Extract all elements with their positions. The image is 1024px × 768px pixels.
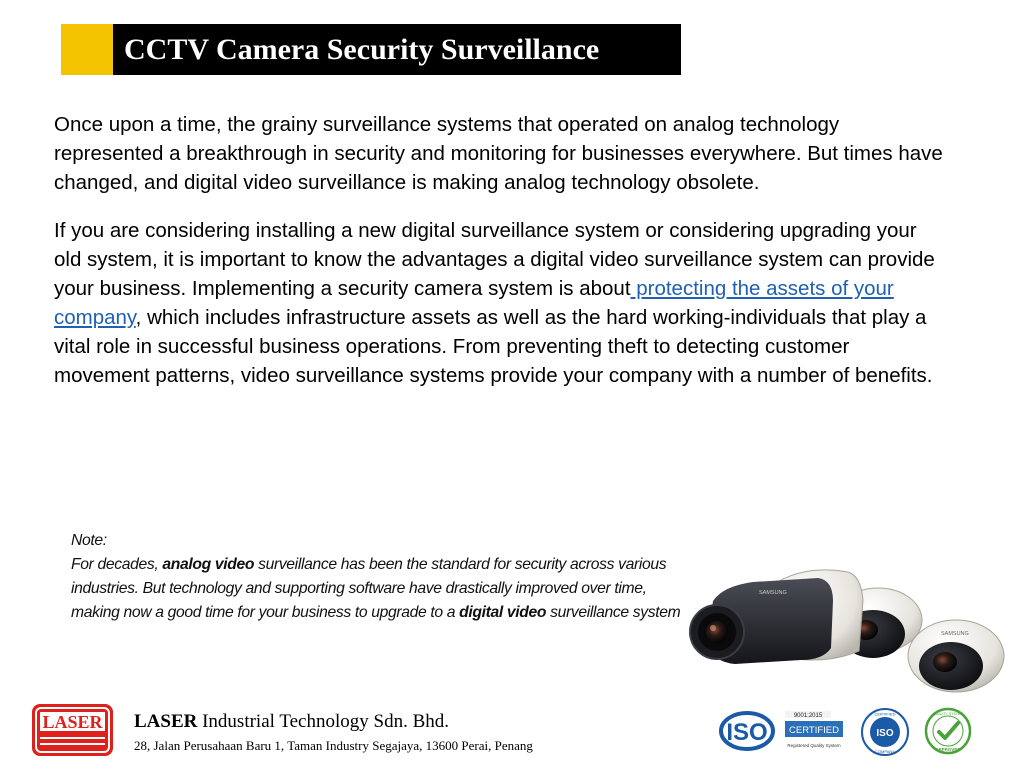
assets-link[interactable]: protecting the assets of your company [54, 277, 894, 329]
note-label: Note: [71, 532, 107, 549]
company-address: 28, Jalan Perusahaan Baru 1, Taman Industry Segajaya, 13600 Perai, Penang [134, 738, 533, 753]
logo-text: LASER [42, 712, 103, 732]
note-emphasis-digital: digital video [459, 604, 547, 621]
title-bar [113, 24, 681, 75]
note-box [71, 529, 696, 625]
iso-certified-logo [719, 707, 847, 753]
iso-standard: 9001:2015 [793, 713, 823, 719]
approved-badge [924, 707, 972, 755]
paragraph-advantages [54, 216, 944, 390]
camera-brand-label: SAMSUNG [941, 631, 969, 637]
cctv-cameras-image [683, 556, 1013, 696]
iso-certified: CERTIFIED [789, 725, 839, 736]
camera-brand-label: SAMSUNG [759, 590, 787, 596]
note-text-part: For decades, [71, 556, 163, 573]
note-text-part: surveillance system [546, 604, 681, 621]
badge-company-text: COMPANY [875, 749, 895, 754]
paragraph-text-start: If you are considering installing a new digital surveillance system or considering upgrading your old system, it is important to know the advantages a digital video surveillance system can provide your business. Implementing a security camera system is about [54, 219, 935, 300]
badge-iso-text: ISO [876, 728, 894, 739]
company-name [134, 710, 533, 734]
iso-text: ISO [726, 719, 768, 746]
company-name-rest: Industrial Technology Sdn. Bhd. [197, 711, 449, 732]
company-name-bold: LASER [134, 711, 198, 732]
note-text-part: surveillance has been the standard for security across various industries. But technology and supporting software have drastically improved over time, making now a good time for your business to upgrade to a [71, 556, 667, 621]
badge-certified-text: CERTIFIED [874, 711, 896, 717]
paragraph-intro: Once upon a time, the grainy surveillance systems that operated on analog technology represented a breakthrough in security and monitoring for businesses everywhere. But times have changed, and digital video surveillance is making analog technology obsolete. [54, 113, 943, 194]
main-content [54, 110, 944, 409]
note-emphasis-analog: analog video [162, 556, 255, 573]
iso-certified-company-badge [860, 707, 910, 757]
note-text [71, 553, 696, 625]
company-info [134, 710, 533, 755]
laser-logo [31, 703, 114, 757]
page-title: CCTV Camera Security Surveillance [124, 32, 600, 66]
approved-system-text: QUALITY SYSTEM [932, 712, 964, 716]
paragraph-text-end: , which includes infrastructure assets as well as the hard working-individuals that play a vital role in successful business operations. From preventing theft to detecting customer movement patterns, video surveillance systems provide your company with a number of benefits. [54, 306, 933, 387]
title-accent-block [61, 24, 113, 75]
iso-registered: Registered Quality System [787, 743, 841, 748]
approved-label: APPROVED [935, 747, 961, 752]
